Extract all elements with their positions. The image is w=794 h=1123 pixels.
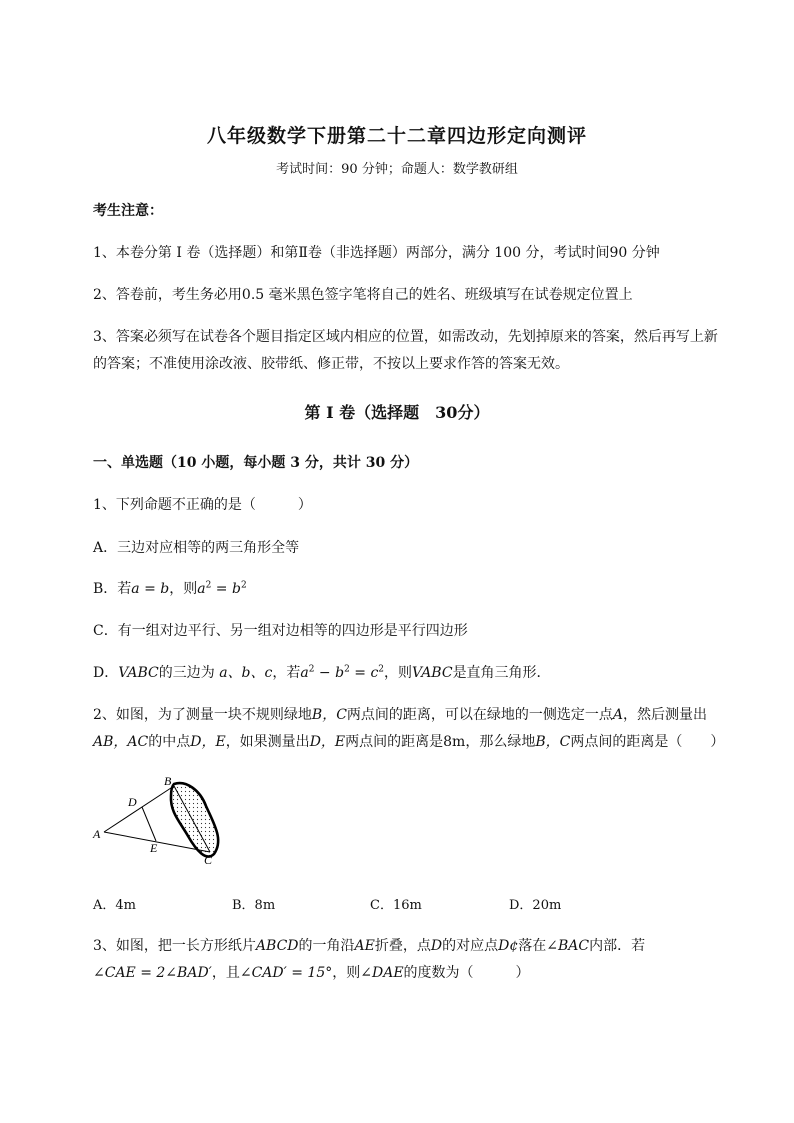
q3-stem-line2: ∠CAE = 2∠BAD′，且∠CAD′ = 15°，则∠DAE的度数为（ ） bbox=[93, 965, 530, 981]
label-c: C bbox=[204, 853, 213, 867]
q1-option-b: B．若a = b，则$a^2 = b^2$ bbox=[93, 580, 247, 597]
segment-ab bbox=[104, 786, 174, 832]
label-b: B bbox=[164, 774, 172, 788]
exam-info: 考试时间：90 分钟；命题人：数学教研组 bbox=[276, 162, 518, 177]
q3-stem-line1: 3、如图，把一长方形纸片ABCD的一角沿AE折叠，点D的对应点D¢落在∠BAC内部．若 bbox=[93, 938, 646, 954]
notice-item-3: 3、答案必须写在试卷各个题目指定区域内相应的位置，如需改动，先划掉原来的答案，然后再写上新 bbox=[93, 329, 718, 345]
notice-item-1: 1、本卷分第 I 卷（选择题）和第Ⅱ卷（非选择题）两部分，满分 100 分，考试时间90 分钟 bbox=[93, 245, 660, 261]
q2-figure bbox=[92, 774, 232, 869]
notice-heading: 考生注意： bbox=[93, 203, 163, 219]
q1-option-a: A．三边对应相等的两三角形全等 bbox=[93, 540, 300, 556]
notice-item-3-cont: 的答案；不准使用涂改液、胶带纸、修正带，不按以上要求作答的答案无效。 bbox=[93, 356, 569, 372]
q1-option-c: C．有一组对边平行、另一组对边相等的四边形是平行四边形 bbox=[93, 623, 468, 639]
q1-stem: 1、下列命题不正确的是（ ） bbox=[93, 497, 312, 513]
part-heading: 一、单选题（10 小题，每小题 3 分，共计 30 分） bbox=[93, 455, 419, 471]
label-e: E bbox=[150, 841, 158, 855]
section-title: 第 I 卷（选择题 30分） bbox=[304, 403, 490, 422]
label-a: A bbox=[93, 827, 101, 841]
label-d: D bbox=[128, 795, 137, 809]
segment-de bbox=[142, 807, 156, 841]
q2-stem-line2: AB，AC的中点D，E，如果测量出D，E两点间的距离是8m，那么绿地B，C两点间的距离是（ ） bbox=[93, 734, 725, 750]
q2-option-d: D．20m bbox=[509, 898, 562, 913]
notice-item-2: 2、答卷前，考生务必用0.5 毫米黑色签字笔将自己的姓名、班级填写在试卷规定位置上 bbox=[93, 287, 633, 303]
q1-option-d: D．VABC的三边为 a、b、c，若$a^2 - b^2 = c^2$，则VABC是直角三角形． bbox=[93, 664, 551, 681]
q2-option-c: C．16m bbox=[370, 898, 422, 913]
page-title: 八年级数学下册第二十二章四边形定向测评 bbox=[206, 125, 587, 147]
q2-stem-line1: 2、如图，为了测量一块不规则绿地B，C两点间的距离，可以在绿地的一侧选定一点A，然后测量出 bbox=[93, 707, 708, 723]
q2-option-a: A．4m bbox=[93, 898, 136, 913]
q2-option-b: B．8m bbox=[232, 898, 276, 913]
